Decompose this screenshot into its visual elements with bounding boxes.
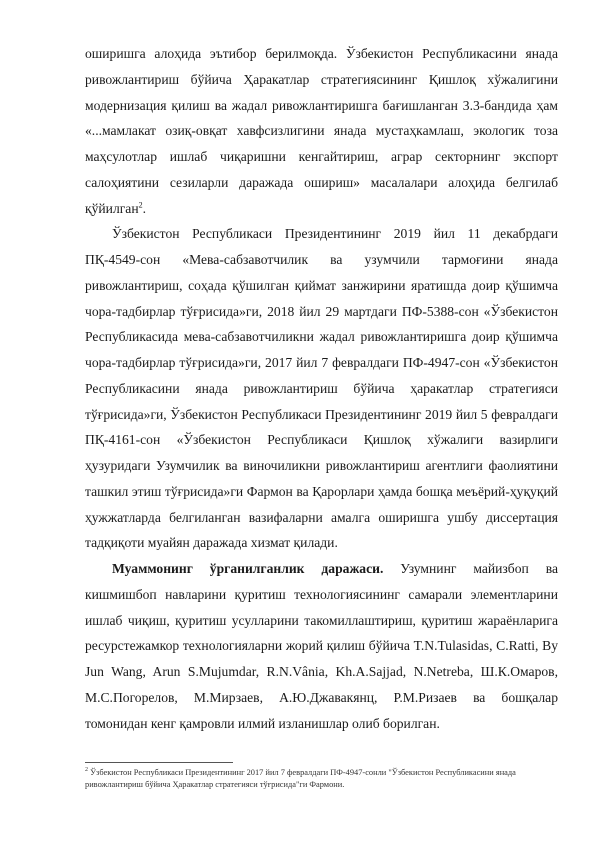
footnote-separator [85,762,233,763]
paragraph-legal-acts: Ўзбекистон Республикаси Президентининг 2019 йил 11 декабрдаги ПҚ-4549-сон «Мева-сабзавотчилик ва узумчили тармоғини янада ривожлантириш, соҳада қўшилган қиймат занжирини яратишда доир қўшимча чора-тадбирлар тўғрисида»ги, 2018 йил 29 мартдаги ПФ-5388-сон «Ўзбекистон Республикасида мева-сабзавотчиликни жадал ривожлантиришга доир қўшимча чора-тадбирлар тўғрисида»ги, 2017 йил 7 февралдаги ПФ-4947-сон «Ўзбекистон Республикасини янада ривожлантириш бўйича ҳаракатлар стратегияси тўғрисида»ги, Ўзбекистон Республикаси Президентининг 2019 йил 5 февралдаги ПҚ-4161-сон «Ўзбекистон Республикаси Қишлоқ хўжалиги вазирлиги ҳузуридаги Узумчилик ва виночиликни ривожлантириш агентлиги фаолиятини ташкил этиш тўғрисида»ги Фармон ва Қарорлари ҳамда бошқа меъёрий-ҳуқуқий ҳужжатларда белгиланган вазифаларни амалга оширишга ушбу диссертация тадқиқоти муайян даражада хизмат қилади. [85,226,558,551]
paragraph-intro [85,41,558,221]
paragraph-research-degree-text: Узумнинг майизбоп ва кишмишбоп навларини қуритиш технологиясининг самарали элементларини ишлаб чиқиш, қуритиш усулларини такомиллаштириш, қуритиш жараёнларига ресурстежамкор технологияларни жорий қилиш бўйича T.N.Tulasidas, C.Ratti, By Jun Wang, Arun S.Mujumdar, R.N.Vânia, Kh.A.Sajjad, N.Netreba, Ш.К.Омаров, М.С.Погорелов, М.Мирзаев, А.Ю.Джавакянц, Р.М.Ризаев ва бошқалар томонидан кенг қамровли илмий изланишлар олиб борилган. [85,561,558,731]
footnote-text: Ўзбекистон Республикаси Президентининг 2017 йил 7 февралдаги ПФ-4947-сонли "Ўзбекистон Республикасини янада ривожлантириш бўйича Ҳаракатлар стратегияси тўғрисида"ги Фармони. [85,768,516,789]
footnote [85,767,565,790]
paragraph-intro-text: оширишга алоҳида эътибор берилмоқда. Ўзбекистон Республикасини янада ривожлантириш бўйича Ҳаракатлар стратегиясининг Қишлоқ хўжалигини модернизация қилиш ва жадал ривожлантиришга бағишланган 3.3-бандида ҳам «...мамлакат озиқ-овқат хавфсизлигини янада мустаҳкамлаш, экологик тоза маҳсулотлар ишлаб чиқаришни кенгайтириш, аграр секторнинг экспорт салоҳиятини сезиларли даражада ошириш» масалалари алоҳида белгилаб қўйилган [85,46,558,216]
document-body [85,41,558,736]
paragraph-intro-end: . [142,200,147,216]
footnote-reference[interactable]: 2 [138,199,143,209]
section-heading: Муаммонинг ўрганилганлик даражаси. [112,561,384,576]
paragraph-research-degree [85,556,558,736]
footnote-number: 2 [85,767,88,774]
